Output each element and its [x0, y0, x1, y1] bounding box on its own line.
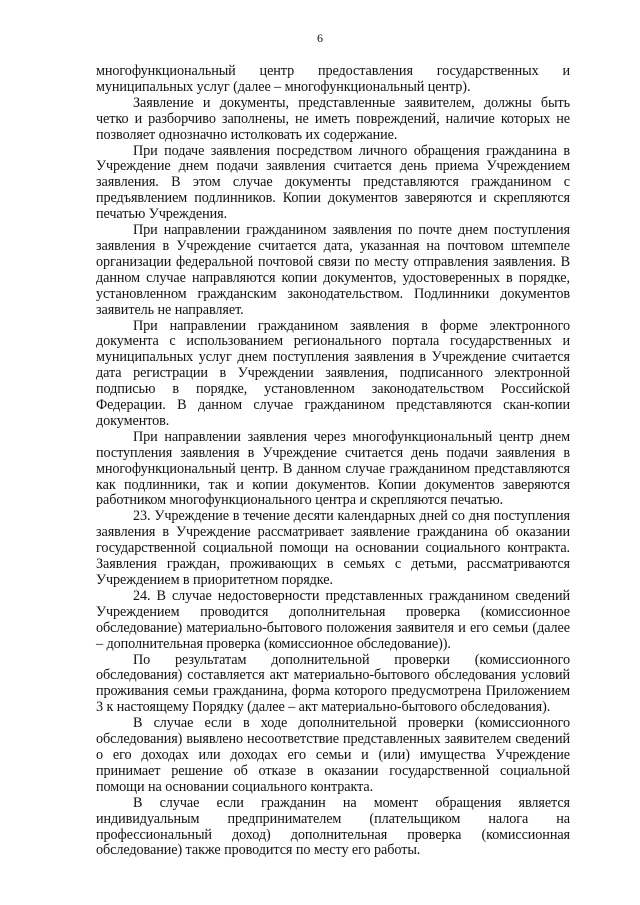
paragraph-2: Заявление и документы, представленные заявителем, должны быть четко и разборчиво заполнены, не иметь повреждений, наличие которых не позволяет однозначно истолковать их содержание.: [96, 94, 570, 143]
paragraph-9: По результатам дополнительной проверки (комиссионного обследования) составляется акт материально-бытового обследования условий проживания семьи гражданина, форма которого предусмотрена Приложением 3 к настоящему Порядку (далее – акт материально-бытового обследования).: [96, 651, 570, 716]
paragraph-11: В случае если гражданин на момент обращения является индивидуальным предпринимателем (плательщиком налога на профессиональный доход) дополнительная проверка (комиссионная обследование) также проводится по месту его работы.: [96, 794, 570, 859]
paragraph-8: 24. В случае недостоверности представленных гражданином сведений Учреждением проводится дополнительная проверка (комиссионное обследование) материально-бытового положения заявителя и его семьи (далее – дополнительная проверка (комиссионное обследование)).: [96, 587, 570, 652]
paragraph-6: При направлении заявления через многофункциональный центр днем поступления заявления в Учреждение считается день подачи заявления в многофункциональный центр. В данном случае гражданином представляются как подлинники, так и копии документов. Копии документов заверяются работником многофункционального центра и скрепляются печатью.: [96, 428, 570, 509]
page-number: 6: [317, 31, 323, 45]
paragraph-5: При направлении гражданином заявления в форме электронного документа с использованием регионального портала государственных и муниципальных услуг днем поступления заявления в Учреждение считается дата регистрации в Учреждении заявления, подписанного электронной подписью в порядке, установленном законодательством Российской Федерации. В данном случае гражданином представляются скан-копии документов.: [96, 317, 570, 429]
paragraph-10: В случае если в ходе дополнительной проверки (комиссионного обследования) выявлено несоответствие представленных заявителем сведений о его доходах или доходах его семьи и (или) имущества Учреждение принимает решение об отказе в оказании государственной социальной помощи на основании социального контракта.: [96, 715, 570, 795]
paragraph-4: При направлении гражданином заявления по почте днем поступления заявления в Учреждение считается дата, указанная на почтовом штемпеле организации федеральной почтовой связи по месту отправления заявления. В данном случае направляются копии документов, удостоверенных в порядке, установленном гражданским законодательством. Подлинники документов заявитель не направляет.: [96, 222, 570, 318]
document-body: [96, 64, 570, 859]
paragraph-3: При подаче заявления посредством личного обращения гражданина в Учреждение днем подачи заявления считается день приема Учреждением заявления. В этом случае документы представляются гражданином с предъявлением подлинников. Копии документов заверяются и скрепляются печатью Учреждения.: [96, 142, 570, 223]
paragraph-1: многофункциональный центр предоставления государственных и муниципальных услуг (далее – многофункциональный центр).: [96, 63, 570, 95]
paragraph-7: 23. Учреждение в течение десяти календарных дней со дня поступления заявления в Учреждение рассматривает заявление гражданина об оказании государственной социальной помощи на основании социального контракта. Заявления граждан, проживающих в семьях с детьми, рассматриваются Учреждением в приоритетном порядке.: [96, 508, 570, 588]
